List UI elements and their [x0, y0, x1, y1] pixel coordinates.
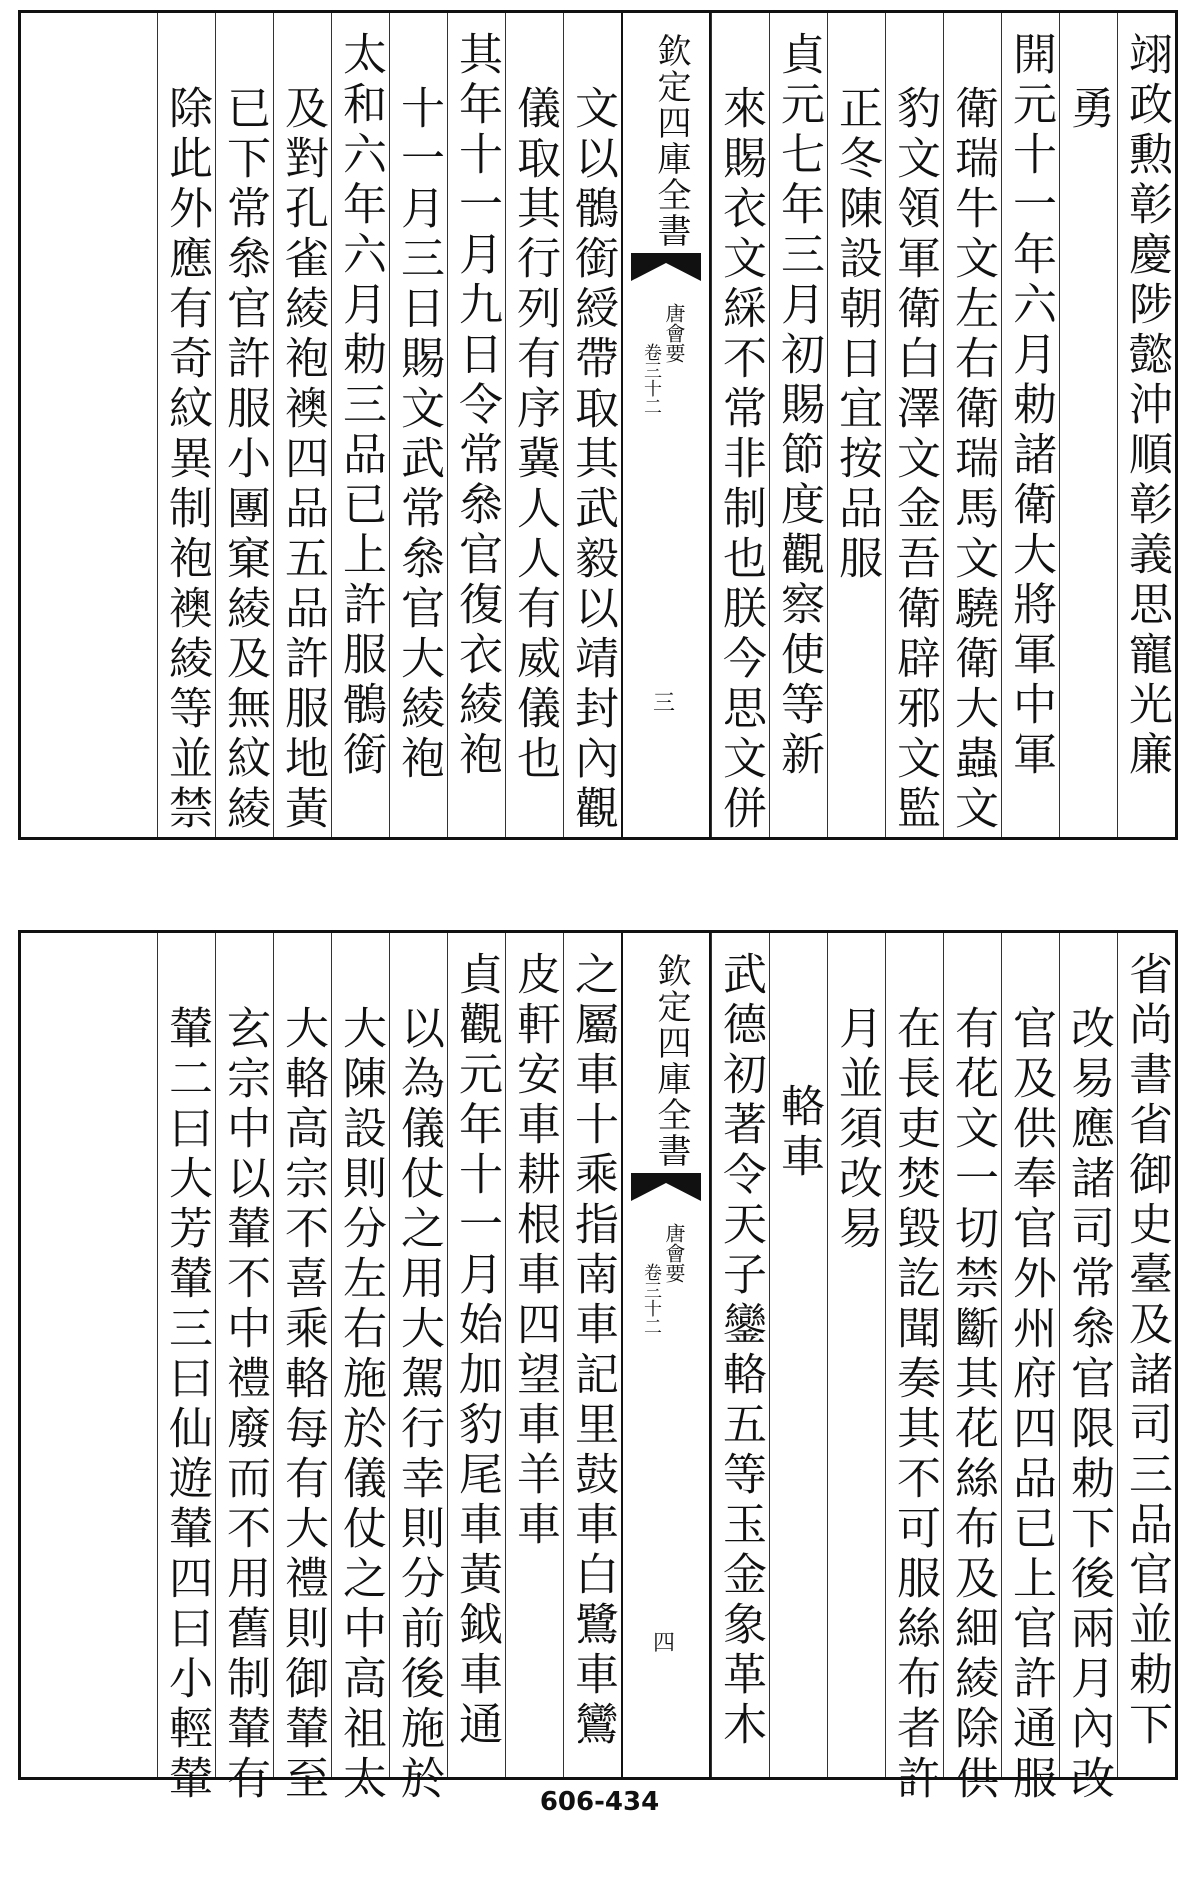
- text-column: 武德初著令天子鑾輅五等玉金象革木: [711, 933, 769, 1777]
- text-column: 省尚書省御史臺及諸司三品官並勅下: [1117, 933, 1175, 1777]
- text-column: 正冬陳設朝日宜按品服: [827, 13, 885, 837]
- gutter-title: 欽定四庫全書: [651, 953, 691, 1169]
- text-column: 貞觀元年十一月始加豹尾車黃鉞車通: [447, 933, 505, 1777]
- text-column: 其年十一月九日令常叅官復衣綾袍: [447, 13, 505, 837]
- text-column: 及對孔雀綾袍襖四品五品許服地黃: [273, 13, 331, 837]
- center-gutter: [621, 13, 711, 837]
- text-column: 玄宗中以輦不中禮廢而不用舊制輦有: [215, 933, 273, 1777]
- text-column: 開元十一年六月勅諸衛大將軍中軍: [1001, 13, 1059, 837]
- gutter-volume: 卷三十二: [641, 343, 662, 415]
- top-page-frame: [18, 10, 1178, 840]
- text-column: 輦二曰大芳輦三曰仙遊輦四曰小輕輦: [157, 933, 215, 1777]
- fish-tail-mark-icon: [631, 1173, 701, 1201]
- text-column: 十一月三日賜文武常叅官大綾袍: [389, 13, 447, 837]
- gutter-title: 欽定四庫全書: [651, 33, 691, 249]
- text-column: 大陳設則分左右施於儀仗之中高祖太: [331, 933, 389, 1777]
- text-column: 除此外應有奇紋異制袍襖綾等並禁: [157, 13, 215, 837]
- top-page: [0, 0, 1199, 860]
- text-column: 翊政勲彰慶陟懿沖順彰義思寵光廉: [1117, 13, 1175, 837]
- section-heading: 輅車: [773, 1083, 824, 1183]
- text-column: 在長吏焚毀訖聞奏其不可服絲布者許: [885, 933, 943, 1777]
- center-gutter: [621, 933, 711, 1777]
- text-column: 貞元七年三月初賜節度觀察使等新: [769, 13, 827, 837]
- text-column: 衛瑞牛文左右衛瑞馬文驍衛大蟲文: [943, 13, 1001, 837]
- section-heading-column: [769, 933, 827, 1777]
- text-column: 豹文領軍衛白澤文金吾衛辟邪文監: [885, 13, 943, 837]
- text-column: 改易應諸司常叅官限勅下後兩月內改: [1059, 933, 1117, 1777]
- text-column: 月並須改易: [827, 933, 885, 1777]
- gutter-page-number: 四: [653, 1631, 676, 1656]
- top-page-columns: [21, 13, 1175, 837]
- fish-tail-mark-icon: [631, 253, 701, 281]
- text-column: 文以鶻銜綬帶取其武毅以靖封內觀: [563, 13, 621, 837]
- text-column: 以為儀仗之用大駕行幸則分前後施於: [389, 933, 447, 1777]
- text-column: 勇: [1059, 13, 1117, 837]
- text-column: 有花文一切禁斷其花絲布及細綾除供: [943, 933, 1001, 1777]
- text-column: 已下常叅官許服小團窠綾及無紋綾: [215, 13, 273, 837]
- gutter-volume: 卷三十二: [641, 1263, 662, 1335]
- text-column: 之屬車十乘指南車記里鼓車白鷺車鸞: [563, 933, 621, 1777]
- plate-number: 606-434: [539, 1787, 660, 1817]
- text-column: 皮軒安車耕根車四望車羊車: [505, 933, 563, 1777]
- text-column: 官及供奉官外州府四品已上官許通服: [1001, 933, 1059, 1777]
- text-column: 大輅高宗不喜乘輅每有大禮則御輦至: [273, 933, 331, 1777]
- text-column: 儀取其行列有序冀人人有威儀也: [505, 13, 563, 837]
- gutter-book-name: 唐會要: [662, 303, 686, 363]
- gutter-book-name: 唐會要: [662, 1223, 686, 1283]
- text-column: 太和六年六月勅三品已上許服鶻銜: [331, 13, 389, 837]
- text-column: 來賜衣文綵不常非制也朕今思文併: [711, 13, 769, 837]
- gutter-page-number: 三: [653, 691, 676, 716]
